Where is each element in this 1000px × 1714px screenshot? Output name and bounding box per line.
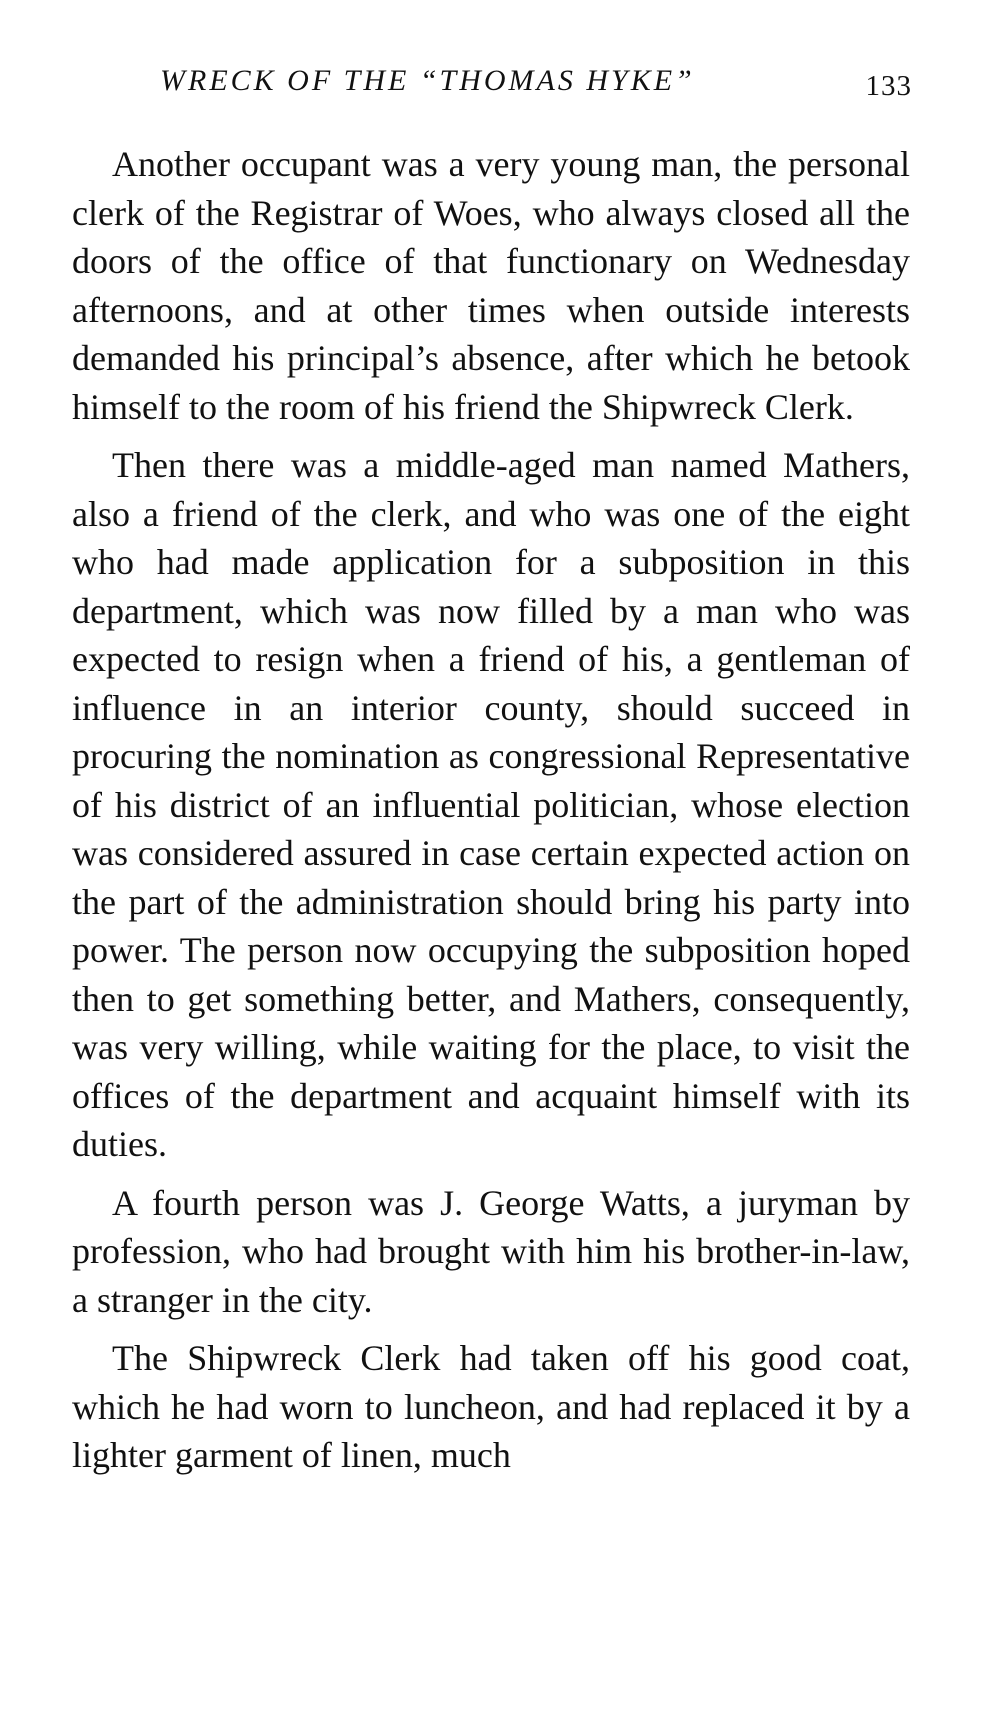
- page-number: 133: [865, 70, 912, 102]
- running-head: [160, 64, 912, 108]
- running-title: WRECK OF THE “THOMAS HYKE”: [160, 64, 695, 97]
- paragraph-4: The Shipwreck Clerk had taken off his good coat, which he had worn to luncheon, and had replaced it by a lighter garment of linen, much: [72, 1338, 910, 1475]
- paragraph-1: Another occupant was a very young man, the personal clerk of the Registrar of Woes, who always closed all the doors of the office of that functionary on Wednesday afternoons, and at other times when outside interests demanded his principal’s absence, after which he betook himself to the room of his friend the Shipwreck Clerk.: [72, 144, 910, 427]
- paragraph-2: Then there was a middle-aged man named Mathers, also a friend of the clerk, and who was one of the eight who had made application for a subposition in this department, which was now filled by a man who was expected to resign when a friend of his, a gentleman of influence in an interior county, should succeed in procuring the nomination as congressional Representative of his district of an influential politician, whose election was considered assured in case certain expected action on the part of the administration should bring his party into power. The person now occupying the subposition hoped then to get something better, and Mathers, consequently, was very willing, while waiting for the place, to visit the offices of the department and acquaint himself with its duties.: [72, 445, 910, 1164]
- body-text: [72, 140, 910, 1480]
- paragraph-3: A fourth person was J. George Watts, a juryman by profession, who had brought with him his brother-in-law, a stranger in the city.: [72, 1182, 910, 1320]
